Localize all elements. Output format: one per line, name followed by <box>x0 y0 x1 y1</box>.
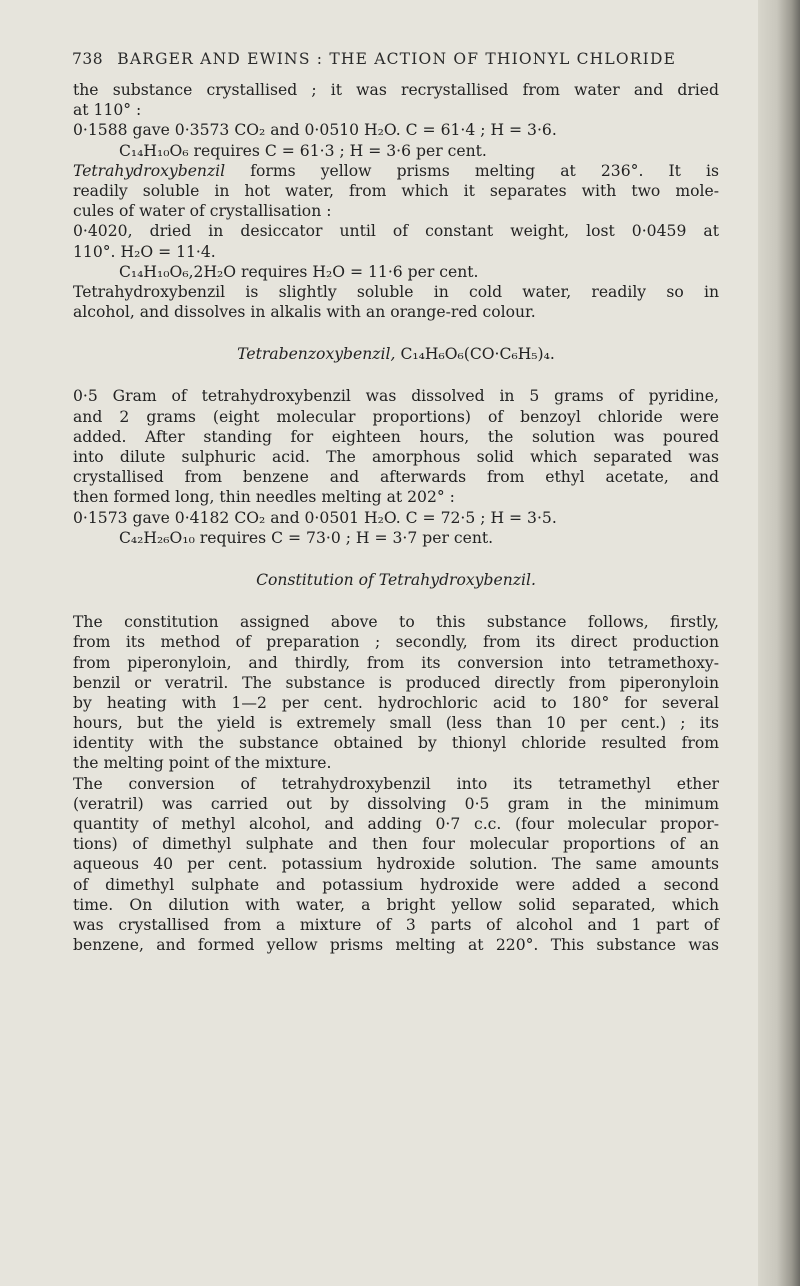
text-line: readily soluble in hot water, from which it separates with two mole- <box>73 181 719 200</box>
text-line: Tetrahydroxybenzil is slightly soluble in cold water, readily so in <box>73 282 719 301</box>
text-line: by heating with 1—2 per cent. hydrochloric acid to 180° for several <box>73 693 719 712</box>
book-edge <box>758 0 800 1286</box>
heading-name: Tetrabenzoxybenzil, <box>237 345 396 364</box>
page-number: 738 <box>72 50 104 68</box>
text-line: quantity of methyl alcohol, and adding 0·7 c.c. (four molecular propor- <box>73 815 719 833</box>
text-line <box>73 161 719 181</box>
text-line: benzil or veratril. The substance is produced directly from piperonyloin <box>73 673 719 692</box>
text-line: into dilute sulphuric acid. The amorphous solid which separated was <box>73 448 719 466</box>
analysis-line: 110°. H₂O = 11·4. <box>73 242 216 261</box>
text-line: of dimethyl sulphate and potassium hydroxide were added a second <box>73 875 719 894</box>
analysis-line: 0·1573 gave 0·4182 CO₂ and 0·0501 H₂O. C = 72·5 ; H = 3·5. <box>73 508 557 527</box>
text-line: was crystallised from a mixture of 3 parts of alcohol and 1 part of <box>73 915 719 934</box>
calculation-line: C₄₂H₂₆O₁₀ requires C = 73·0 ; H = 3·7 per cent. <box>119 528 494 547</box>
text-span: forms yellow prisms melting at 236°. It is <box>225 161 719 180</box>
heading-formula: C₁₄H₆O₆(CO·C₆H₅)₄. <box>400 345 555 364</box>
text-line: benzene, and formed yellow prisms melting at 220°. This substance was <box>73 936 719 955</box>
running-title: BARGER AND EWINS : THE ACTION OF THIONYL CHLORIDE <box>117 50 677 68</box>
text-line: added. After standing for eighteen hours, the solution was poured <box>73 427 719 446</box>
text-line: hours, but the yield is extremely small (less than 10 per cent.) ; its <box>73 714 719 733</box>
analysis-line: 0·4020, dried in desiccator until of constant weight, lost 0·0459 at <box>73 222 719 241</box>
text-line: (veratril) was carried out by dissolving 0·5 gram in the minimum <box>73 794 719 813</box>
text-line: alcohol, and dissolves in alkalis with an orange-red colour. <box>73 303 536 322</box>
text-line: and 2 grams (eight molecular proportions) of benzoyl chloride were <box>73 407 719 426</box>
text-line: then formed long, thin needles melting at 202° : <box>73 488 455 507</box>
text-line: 0·5 Gram of tetrahydroxybenzil was dissolved in 5 grams of pyridine, <box>73 387 719 406</box>
text-line: The conversion of tetrahydroxybenzil into its tetramethyl ether <box>73 774 719 793</box>
text-line: at 110° : <box>73 101 142 120</box>
text-line: tions) of dimethyl sulphate and then four molecular proportions of an <box>73 835 719 854</box>
body-text <box>73 80 719 955</box>
text-line: The constitution assigned above to this substance follows, firstly, <box>73 613 719 632</box>
text-line: from piperonyloin, and thirdly, from its conversion into tetramethoxy- <box>73 653 719 672</box>
calculation-line: C₁₄H₁₀O₆,2H₂O requires H₂O = 11·6 per cent. <box>119 262 479 281</box>
text-line: from its method of preparation ; secondly, from its direct production <box>73 633 719 652</box>
text-line: aqueous 40 per cent. potassium hydroxide solution. The same amounts <box>73 855 719 874</box>
text-line: the melting point of the mixture. <box>73 754 332 773</box>
section-heading <box>73 344 719 364</box>
text-line: time. On dilution with water, a bright yellow solid separated, which <box>73 895 719 914</box>
analysis-line: 0·1588 gave 0·3573 CO₂ and 0·0510 H₂O. C = 61·4 ; H = 3·6. <box>73 121 557 140</box>
text-line: the substance crystallised ; it was recrystallised from water and dried <box>73 81 719 99</box>
text-line: cules of water of crystallisation : <box>73 202 332 221</box>
calculation-line: C₁₄H₁₀O₆ requires C = 61·3 ; H = 3·6 per cent. <box>119 141 487 160</box>
running-header <box>72 50 676 68</box>
section-heading: Constitution of Tetrahydroxybenzil. <box>256 570 536 589</box>
text-line: identity with the substance obtained by thionyl chloride resulted from <box>73 734 719 753</box>
text-line: crystallised from benzene and afterwards from ethyl acetate, and <box>73 468 719 487</box>
compound-name: Tetrahydroxybenzil <box>73 161 226 180</box>
